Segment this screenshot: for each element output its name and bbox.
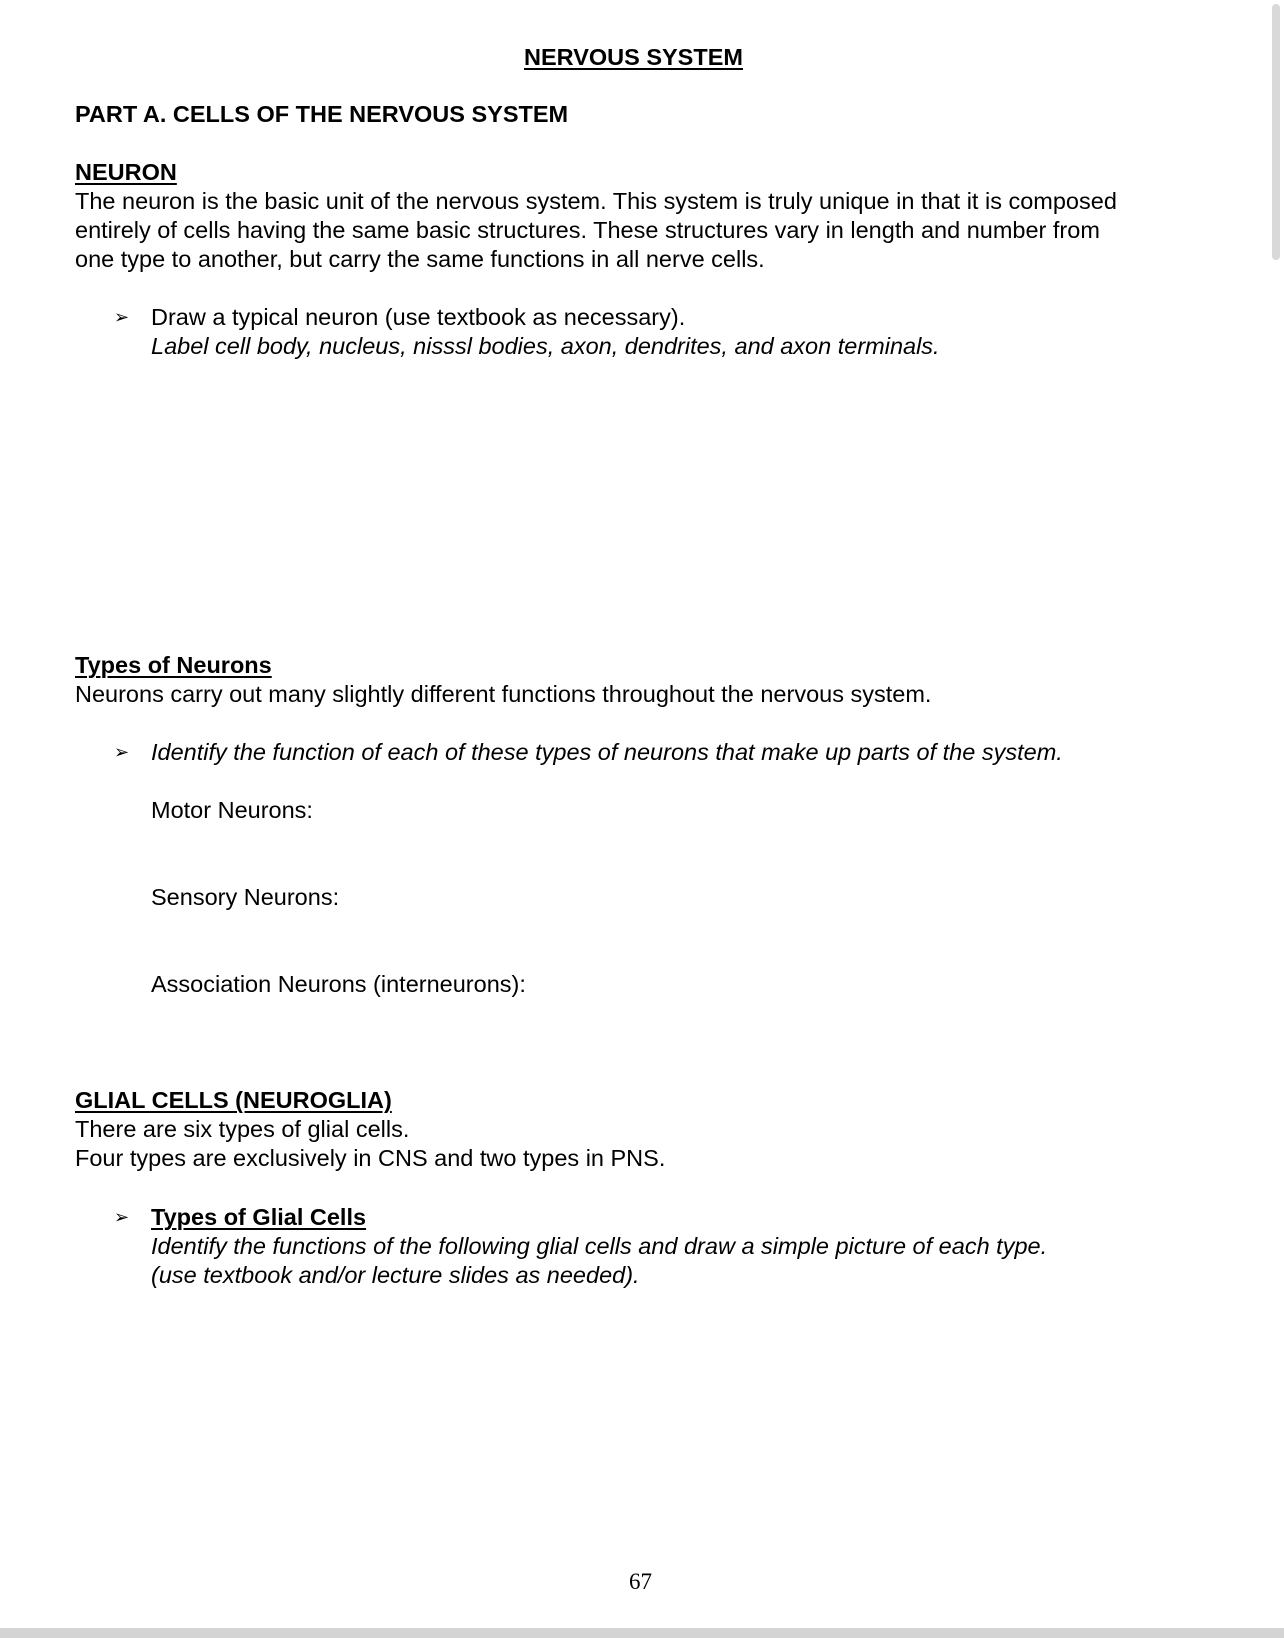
neuron-paragraph-line-3: one type to another, but carry the same functions in all nerve cells. bbox=[75, 246, 765, 272]
types-of-glial-cells-heading: Types of Glial Cells bbox=[151, 1204, 367, 1230]
glial-cells-line-1: There are six types of glial cells. bbox=[75, 1116, 410, 1142]
motor-neurons-label: Motor Neurons: bbox=[151, 797, 313, 823]
arrow-bullet-icon: ➢ bbox=[114, 307, 130, 327]
document-title: NERVOUS SYSTEM bbox=[524, 44, 743, 70]
association-neurons-label: Association Neurons (interneurons): bbox=[151, 971, 526, 997]
vertical-scrollbar[interactable] bbox=[1262, 0, 1284, 1628]
neuron-task-instruction: Draw a typical neuron (use textbook as necessary). bbox=[151, 304, 686, 330]
types-of-neurons-task: Identify the function of each of these types of neurons that make up parts of the system. bbox=[151, 739, 1063, 765]
types-of-neurons-heading: Types of Neurons bbox=[75, 652, 272, 678]
bottom-edge-bar bbox=[0, 1628, 1284, 1638]
glial-task-line-1: Identify the functions of the following glial cells and draw a simple picture of each type. bbox=[151, 1233, 1048, 1259]
neuron-task-label-instruction: Label cell body, nucleus, nisssl bodies, axon, dendrites, and axon terminals. bbox=[151, 333, 940, 359]
neuron-paragraph-line-2: entirely of cells having the same basic structures. These structures vary in length and number from bbox=[75, 217, 1100, 243]
sensory-neurons-label: Sensory Neurons: bbox=[151, 884, 340, 910]
scrollbar-thumb[interactable] bbox=[1272, 4, 1280, 260]
neuron-heading: NEURON bbox=[75, 159, 177, 185]
neuron-drawing-space[interactable] bbox=[151, 375, 1151, 635]
part-a-heading: PART A. CELLS OF THE NERVOUS SYSTEM bbox=[75, 101, 569, 127]
glial-cells-line-2: Four types are exclusively in CNS and two types in PNS. bbox=[75, 1145, 666, 1171]
page-number: 67 bbox=[629, 1569, 652, 1594]
arrow-bullet-icon: ➢ bbox=[114, 742, 130, 762]
glial-task-line-2: (use textbook and/or lecture slides as needed). bbox=[151, 1262, 640, 1288]
glial-cells-heading: GLIAL CELLS (NEUROGLIA) bbox=[75, 1087, 392, 1113]
arrow-bullet-icon: ➢ bbox=[114, 1207, 130, 1227]
neuron-paragraph-line-1: The neuron is the basic unit of the nervous system. This system is truly unique in that it is composed bbox=[75, 188, 1117, 214]
types-of-neurons-paragraph: Neurons carry out many slightly different functions throughout the nervous system. bbox=[75, 681, 932, 707]
